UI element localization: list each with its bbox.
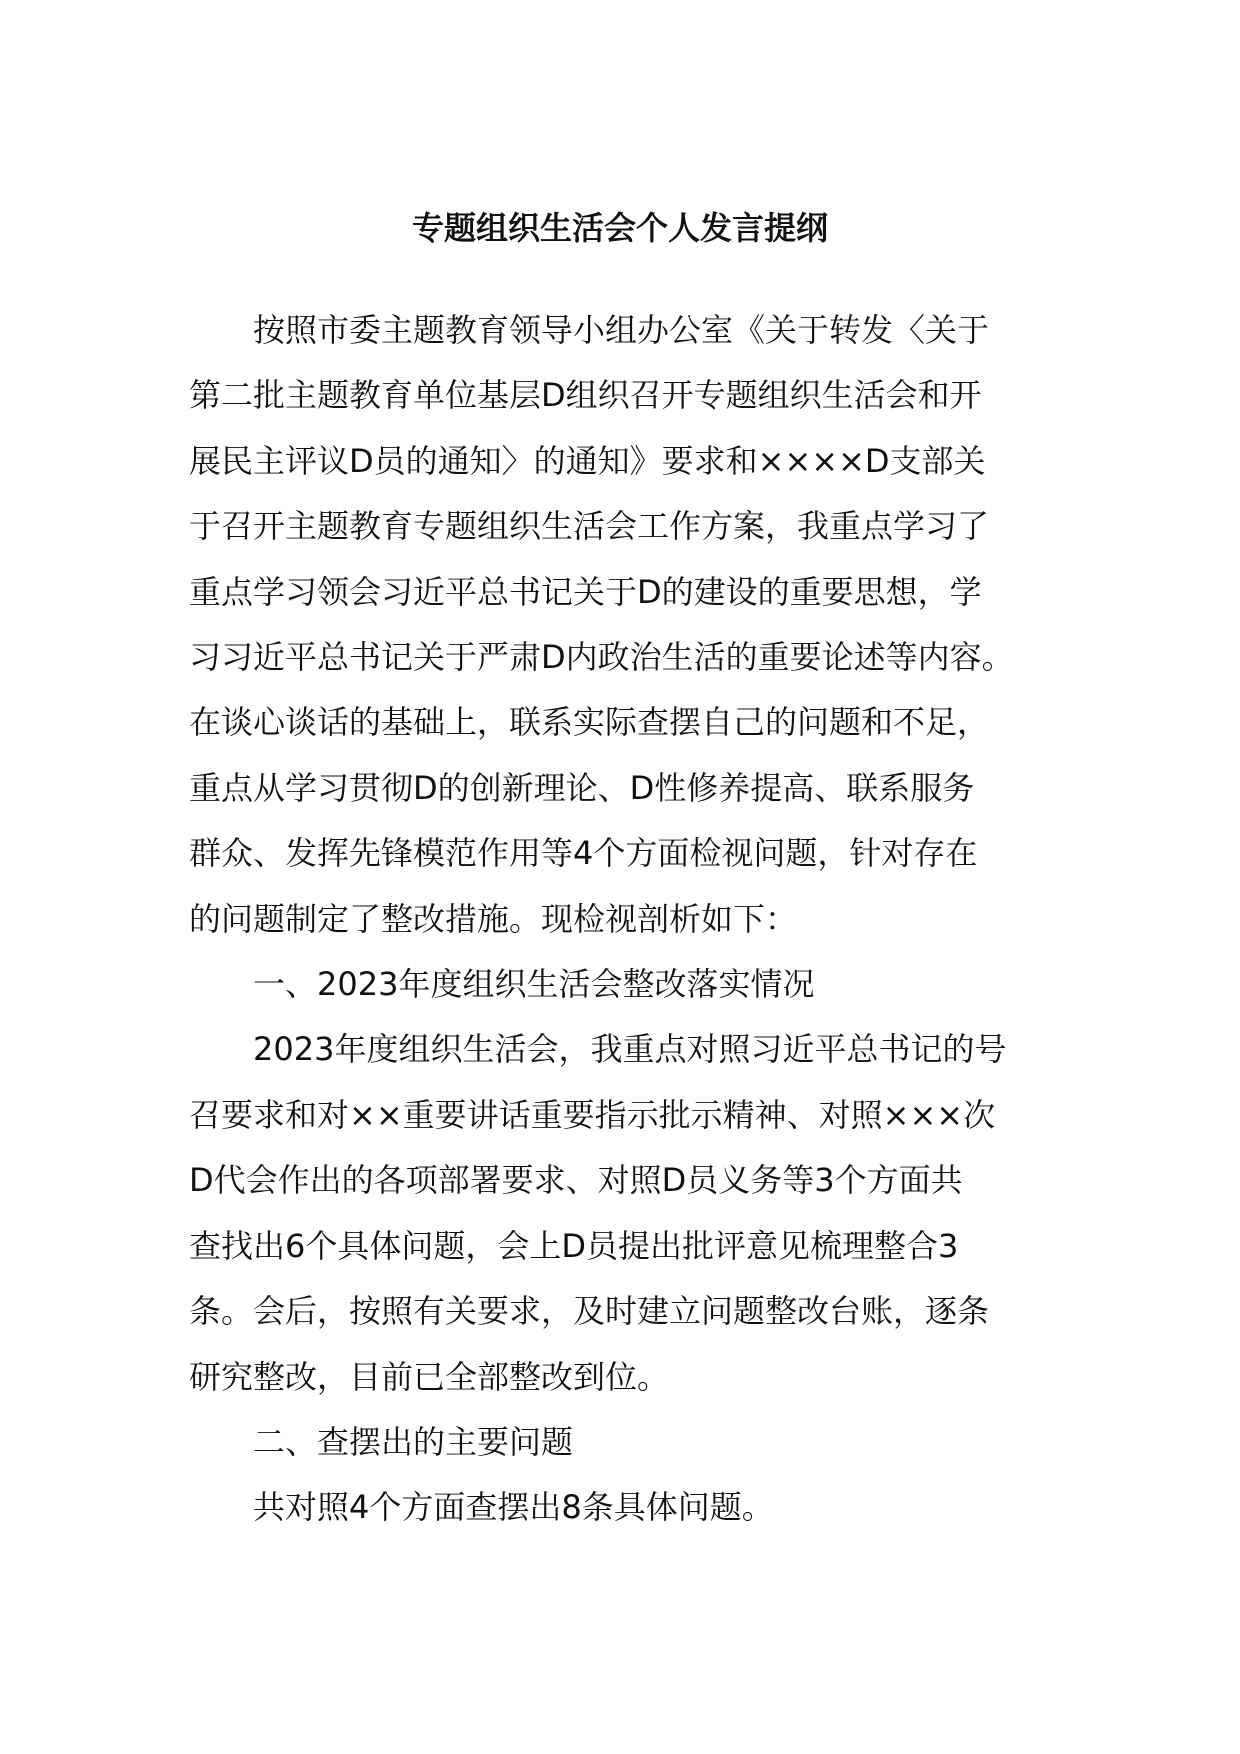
paragraph-line: 习习近平总书记关于严肃D内政治生活的重要论述等内容。 xyxy=(189,638,1014,677)
section-heading-2: 二、查摆出的主要问题 xyxy=(253,1422,574,1461)
paragraph-line: 重点从学习贯彻D的创新理论、D性修养提高、联系服务 xyxy=(189,768,975,807)
document-title: 专题组织生活会个人发言提纲 xyxy=(411,209,828,247)
paragraph-line: 研究整改，目前已全部整改到位。 xyxy=(189,1357,670,1396)
paragraph-line: 条。会后，按照有关要求，及时建立问题整改台账，逐条 xyxy=(189,1292,990,1331)
section-heading-1: 一、2023年度组织生活会整改落实情况 xyxy=(253,965,815,1004)
intro-paragraph xyxy=(189,298,1055,952)
paragraph-line: 的问题制定了整改措施。现检视剖析如下： xyxy=(189,899,798,938)
paragraph-line: 展民主评议D员的通知〉的通知》要求和××××D支部关 xyxy=(189,441,986,480)
paragraph-line: 2023年度组织生活会，我重点对照习近平总书记的号 xyxy=(253,1030,1007,1069)
paragraph-line: 重点学习领会习近平总书记关于D的建设的重要思想，学 xyxy=(189,572,982,611)
paragraph-line: D代会作出的各项部署要求、对照D员义务等3个方面共 xyxy=(189,1161,963,1200)
paragraph-line: 按照市委主题教育领导小组办公室《关于转发〈关于 xyxy=(253,311,990,349)
section2-paragraph: 共对照4个方面查摆出8条具体问题。 xyxy=(253,1488,774,1527)
section1-paragraph xyxy=(189,1017,1055,1409)
document-body xyxy=(189,298,1055,1541)
paragraph-line: 第二批主题教育单位基层D组织召开专题组织生活会和开 xyxy=(189,376,982,415)
paragraph-line: 群众、发挥先锋模范作用等4个方面检视问题，针对存在 xyxy=(189,834,978,873)
paragraph-line: 查找出6个具体问题，会上D员提出批评意见梳理整合3 xyxy=(189,1226,959,1265)
paragraph-line: 于召开主题教育专题组织生活会工作方案，我重点学习了 xyxy=(189,507,990,546)
paragraph-line: 召要求和对××重要讲话重要指示批示精神、对照×××次 xyxy=(189,1095,996,1134)
paragraph-line: 在谈心谈话的基础上，联系实际查摆自己的问题和不足， xyxy=(189,703,990,742)
